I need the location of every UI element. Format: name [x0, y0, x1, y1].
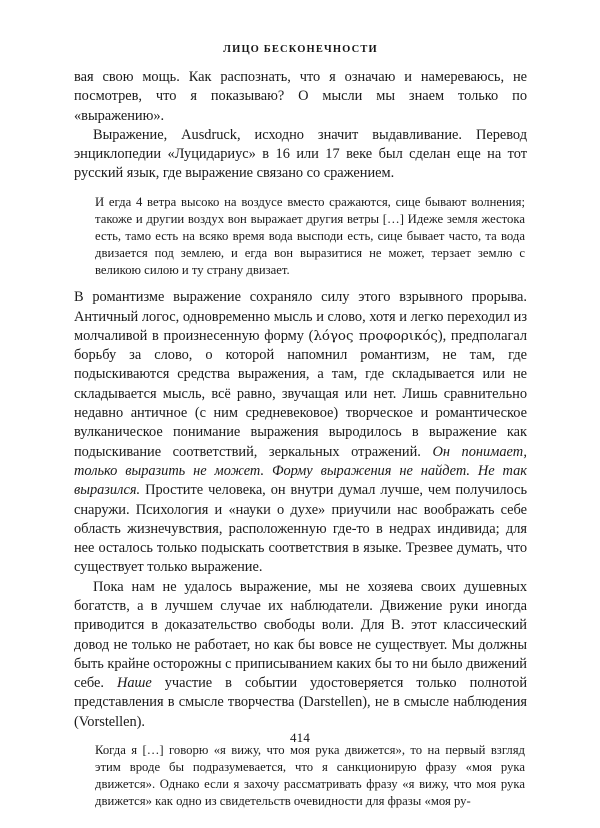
paragraph-expression-part-b: участие в событии удостоверяется только полнотой представления в смысле творчества (Darstellen), не в смысле наблюдения (Vorstellen). — [74, 675, 527, 730]
text-column — [74, 68, 527, 810]
running-head: ЛИЦО БЕСКОНЕЧНОСТИ — [223, 44, 378, 55]
greek-phrase-logos-prophorikos: λόγος προφορικός — [313, 328, 438, 344]
italic-phrase-on-ponimaet: Он понимает, только выразить не может. Форму выражения не найдет. Не так выразился. — [74, 443, 527, 499]
paragraph-romanticism-part-c: Простите человека, он внутри думал лучше, чем получилось снаружи. Психология и «науки о духе» приучили нас воображать себе область жизнечувствия, расположенную где-то в недрах индивида; для нее осталось только подыскать соответствия в языке. Трезвее думать, что существует только выражение. — [74, 482, 527, 576]
page-number: 414 — [289, 730, 311, 745]
paragraph-expression-mastery — [74, 578, 527, 732]
block-quote-lucidarius: И егда 4 ветра высоко на воздусе вместо сражаются, сице бывают волнения; такоже и другии воздух вон выражает другия ветры […] Идеже земля жестока есть, тамо есть на всяко время вода высподи есть, сице бывает часто, та вода двизается под землею, и егда вон выразитися не может, терзает землю с великою силою и ту страну двизает. — [95, 194, 525, 278]
paragraph-romanticism-part-b: ), предполагал борьбу за слово, о которой напомнил романтизм, не там, где подыскиваются средства выражения, а там, где складывается или не складывается мысль, всё равно, звучащая или нет. Лишь сравнительно недавно античное (с ним средневековое) творческое и романтическое вулканическое понимание выражения выродилось в выражение как подыскивание соответствий, зеркальных отражений. — [74, 327, 528, 460]
block-quote-hand-movement: Когда я […] говорю «я вижу, что моя рука движется», то на первый взгляд этим вроде бы подразумевается, что я санкционирую фразу «моя рука движется». Однако если я захочу рассматривать фразу «я вижу, что моя рука движется» как одно из свидетельств очевидности для фразы «моя ру- — [95, 743, 525, 809]
italic-word-nashe: Наше — [116, 675, 152, 692]
paragraph-ausdruck: Выражение, Ausdruck, исходно значит выдавливание. Перевод энциклопедии «Луцидариус» в 16 или 17 веке был сделан еще на тот русский язык, где выражение связано со сражением. — [74, 126, 527, 182]
paragraph-expression-part-a: Пока нам не удалось выражение, мы не хозяева своих душевных богатств, а в лучшем случае их наблюдатели. Движение руки иногда приводится в доказательство свободы воли. Для В. этот классический довод не только не работает, но как бы вовсе не существует. Мы должны быть крайне осторожны с приписыванием каких бы то ни было движений себе. — [74, 578, 527, 692]
paragraph-continuation: вая свою мощь. Как распознать, что я означаю и намереваюсь, не посмотрев, что я показываю? О мысли мы знаем только по «выражению». — [74, 69, 527, 124]
paragraph-romanticism-part-a: В романтизме выражение сохраняло силу этого взрывного прорыва. Античный логос, одновременно мысль и слово, хотя и легко переходил из молчаливой в произнесенную форму ( — [74, 289, 527, 344]
paragraph-romanticism — [74, 288, 527, 577]
